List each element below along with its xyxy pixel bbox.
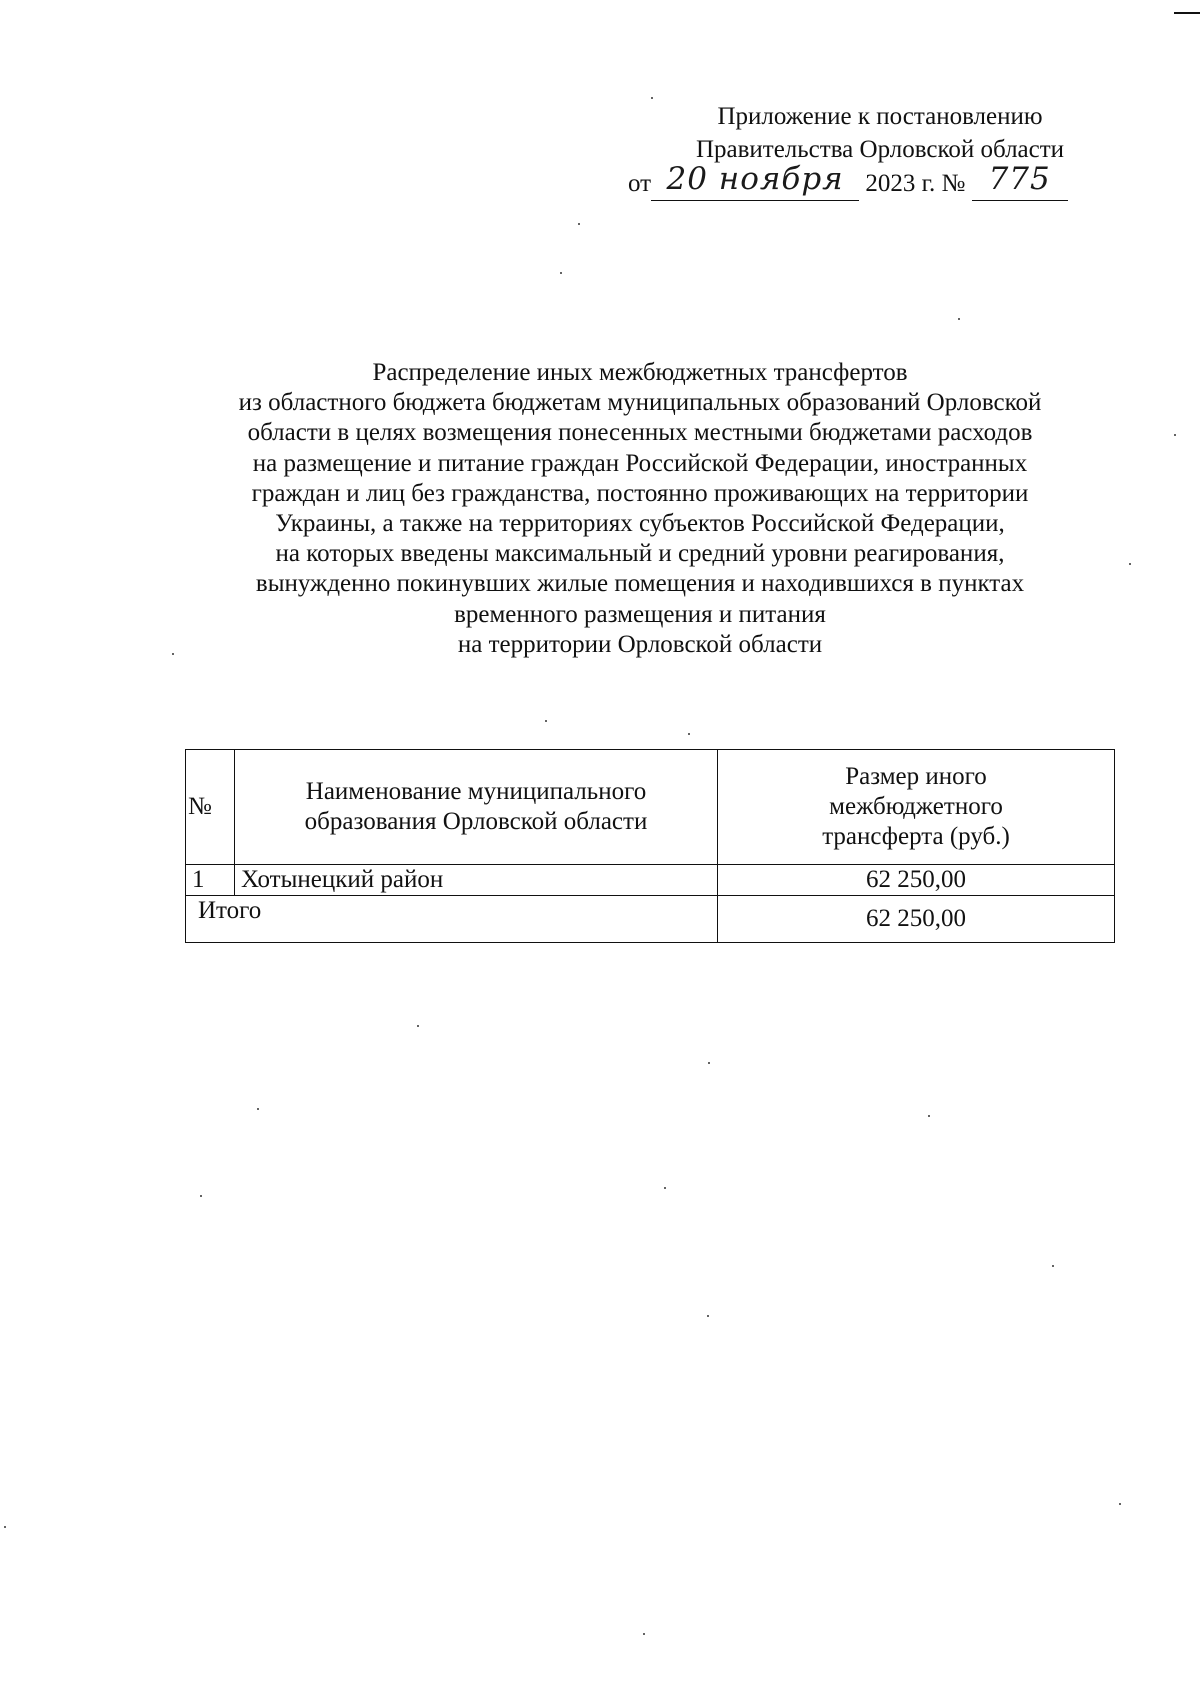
scan-speck: [417, 1025, 419, 1027]
title-line: на которых введены максимальный и средний уровни реагирования,: [275, 540, 1005, 568]
header-amount-line-1: Размер иного: [845, 763, 987, 790]
scan-speck: [958, 318, 960, 320]
scan-speck: [651, 97, 653, 99]
total-amount: 62 250,00: [718, 896, 1115, 943]
title-line: области в целях возмещения понесенных местными бюджетами расходов: [247, 419, 1033, 447]
scan-speck: [643, 1633, 645, 1635]
handwritten-date: 20 ноября: [666, 161, 844, 197]
title-line: из областного бюджета бюджетам муниципальных образований Орловской: [238, 389, 1042, 417]
scan-speck: [928, 1115, 930, 1117]
title-line: вынужденно покинувших жилые помещения и находившихся в пунктах: [255, 570, 1025, 598]
scan-speck: [1129, 563, 1131, 565]
total-label: Итого: [186, 896, 718, 943]
table-header-row: [186, 750, 1115, 865]
scan-speck: [1119, 1503, 1121, 1505]
document-title: [170, 358, 1110, 660]
table-total-row: [186, 896, 1115, 943]
header-number: №: [186, 750, 235, 865]
scan-speck: [578, 223, 580, 225]
appendix-line-1: Приложение к постановлению: [717, 103, 1043, 130]
title-line: на размещение и питание граждан Российской Федерации, иностранных: [252, 449, 1028, 477]
row-name: Хотынецкий район: [235, 865, 718, 896]
scan-speck: [707, 1315, 709, 1317]
title-line: временного размещения и питания: [454, 600, 826, 628]
date-prefix: от: [628, 170, 652, 197]
header-name: [235, 750, 718, 865]
row-number: 1: [186, 865, 235, 896]
header-amount-line-2: межбюджетного: [829, 793, 1003, 820]
distribution-table: [185, 749, 1115, 943]
header-name-line-1: Наименование муниципального: [305, 778, 647, 805]
appendix-line-2: Правительства Орловской области: [695, 136, 1065, 163]
title-line: на территории Орловской области: [457, 630, 823, 658]
corner-mark: [1174, 12, 1200, 14]
scan-speck: [664, 1187, 666, 1189]
scan-speck: [560, 272, 562, 274]
number-field: [972, 161, 1068, 201]
title-line: Распределение иных межбюджетных трансфертов: [372, 359, 908, 386]
scan-speck: [545, 720, 547, 722]
table-row: [186, 865, 1115, 896]
date-field: [651, 161, 859, 201]
header-amount: [718, 750, 1115, 865]
scan-speck: [1052, 1265, 1054, 1267]
scan-speck: [1174, 434, 1176, 436]
appendix-header: [600, 100, 1160, 201]
title-line: Украины, а также на территориях субъектов Российской Федерации,: [275, 510, 1005, 538]
scan-speck: [257, 1108, 259, 1110]
scan-speck: [4, 1526, 6, 1528]
scan-speck: [688, 733, 690, 735]
year-text: 2023 г. №: [865, 170, 966, 197]
scan-speck: [172, 653, 174, 655]
title-line: граждан и лиц без гражданства, постоянно проживающих на территории: [251, 479, 1029, 507]
header-name-line-2: образования Орловской области: [304, 808, 648, 835]
handwritten-number: 775: [988, 161, 1051, 197]
scan-speck: [708, 1062, 710, 1064]
scan-speck: [200, 1195, 202, 1197]
row-amount: 62 250,00: [718, 865, 1115, 896]
header-amount-line-3: трансферта (руб.): [822, 823, 1010, 850]
appendix-date-line: [600, 161, 1160, 201]
